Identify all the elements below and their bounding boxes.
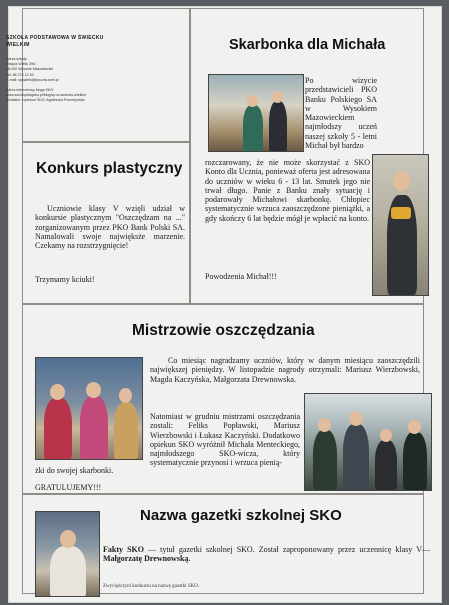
winner-photo-caption: Zwyciężczyni konkursu na nazwę gazetki SKO. [103, 584, 200, 589]
school-address: Adres szkoły: Święck Wielki 29A 18-200 Wysokie Mazowieckie [6, 57, 54, 71]
art-contest-signoff: Trzymamy kciuki! [35, 275, 95, 284]
art-contest-text: Uczniowie klasy V wzięli udział w konkursie plastycznym "Oszczędzam na ..." zorganizowanym przez PKO Bank Polski SA. Namalowali swoje najwięksże marzenie. Czekamy na rozstrzygnięcie! [35, 204, 185, 251]
champions-text-tail: żki do swojej skarbonki. [35, 466, 114, 475]
champions-text-top: Co miesiąc nagradzamy uczniów, który w danym miesiącu zaoszczędzili największej pieniędzy. W listopadzie nagrody otrzymali: Mariusz Wierzbowski, Magda Kaczyńska, Małgorzata Drewnowska. [150, 356, 420, 384]
newsletter-name-body: — tytuł gazetki szkolnej SKO. Został zaproponowany przez uczennicę klasy V— [143, 545, 430, 554]
piggy-bank-signoff: Powodzenia Michał!!! [205, 272, 277, 281]
newsletter-name-heading: Nazwa gazetki szkolnej SKO [140, 507, 342, 524]
november-winners-photo [35, 357, 143, 460]
piggy-bank-heading: Skarbonka dla Michała [229, 37, 386, 53]
champions-text-middle: Natomiast w grudniu mistrzami oszczędzania zostali: Feliks Popławski, Mariusz Wierzbowski i Łukasz Kaczyński. Dodatkowo opiekun SKO wyróżnił Michała Menteckiego, najmłodszego SKO-wicza, który systematycznie przynosi i wrzuca pienią- [150, 412, 300, 468]
champions-heading: Mistrzowie oszczędzania [132, 322, 315, 339]
boy-with-piggy-bank-photo [372, 154, 429, 296]
champions-signoff: GRATULUJEMY!!! [35, 483, 102, 492]
school-blog-info: Adres internetowy bloga SKO: www.szkolnyblogsko.pl/blog/sp-w-swiecku-wielkim Redaktor i opiekun SKO: Agnieszka Porzeżyńska [6, 88, 87, 102]
newsletter-title-lead: Fakty SKO [103, 545, 144, 554]
school-contact: Tel. 86 275 12 63 E-mail: spswielki@poczta.onet.pl [6, 73, 59, 82]
newsletter-name-text [103, 545, 430, 564]
contest-winner-photo [35, 511, 100, 597]
newsletter-name-author: Małgorzatę Drewnowską. [103, 554, 191, 564]
piggy-bank-text-top: Po wizycie przedstawicieli PKO Banku Polskiego SA w Wysokiem Mazowieckiem najmłodszy uczeń naszej szkoły 5 - letni Michał był bardzo [305, 76, 377, 151]
bank-visit-photo [208, 74, 304, 152]
piggy-bank-text-bottom: rozczarowany, że nie może skorzystać z SKO Konto dla Ucznia, ponieważ oferta jest adresowana do uczniów w wieku 6 - 13 lat. Smutek jego nie trwał długo. Panie z Banku znały sytuację i podarowały Michałowi skarbonkę. Chłopiec systematycznie wrzuca zaoszczędzone pieniążki, a gdy skończy 6 lat będzie mógł je wpłacić na konto. [205, 158, 370, 223]
school-name: SZKOŁA PODSTAWOWA W ŚWIECKU WIELKIM [6, 35, 104, 48]
art-contest-heading: Konkurs plastyczny [36, 160, 183, 177]
december-winners-photo [304, 393, 432, 491]
